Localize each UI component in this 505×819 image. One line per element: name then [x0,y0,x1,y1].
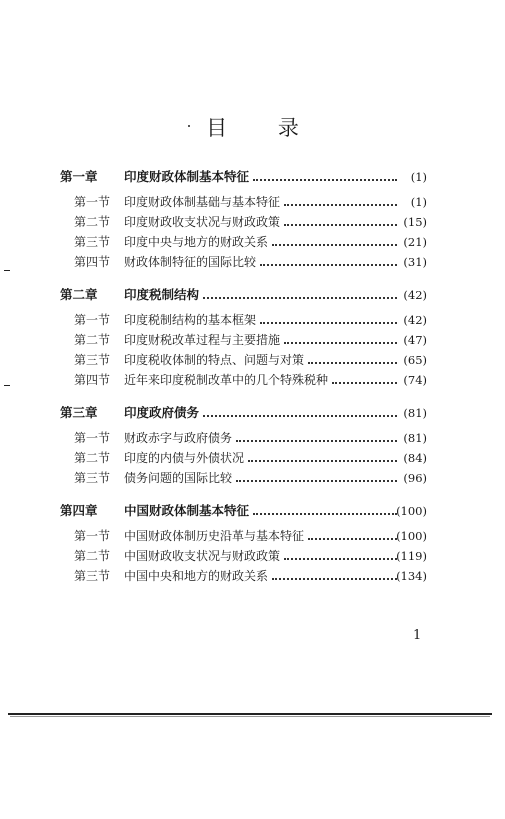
toc-chapter-row [0,167,505,187]
toc-section-row [0,428,505,448]
toc-section-row [0,448,505,468]
toc-entry-label: 第四节 [74,255,111,269]
toc-entry-text [124,428,397,448]
toc-entry-page: (100) [396,504,427,518]
toc-entry-page: (74) [403,373,427,387]
toc-entry-label: 第三节 [74,569,111,583]
toc-leader-dots [236,440,397,442]
toc-entry-page: (21) [403,235,427,249]
toc-entry-title: 中国财政收支状况与财政政策 [124,549,281,563]
toc-entry-text [124,350,397,370]
toc-leader-dots [260,264,397,266]
toc-entry-page: (15) [403,215,427,229]
toc-entry-text [124,252,397,272]
toc-leader-dots [260,322,397,324]
toc-entry-text [124,192,397,212]
toc-entry-label: 第二节 [74,215,111,229]
toc-entry-label: 第一节 [74,431,111,445]
page-number: 1 [413,628,422,643]
toc-entry-label: 第三节 [74,471,111,485]
toc-leader-dots [272,244,397,246]
toc-section-row [0,526,505,546]
table-of-contents [0,167,505,586]
toc-entry-label: 第三节 [74,235,111,249]
toc-section-row [0,252,505,272]
toc-entry-page: (81) [403,406,427,420]
toc-entry-text [124,212,397,232]
toc-entry-text [124,167,397,187]
toc-entry-label: 第三节 [74,353,111,367]
toc-entry-title: 印度财政收支状况与财政政策 [124,215,281,229]
bottom-rule [8,713,492,715]
toc-entry-text [124,370,397,390]
toc-entry-title: 中国中央和地方的财政关系 [124,569,269,583]
toc-section-row [0,468,505,488]
toc-entry-text [124,285,397,305]
toc-entry-label: 第四章 [60,503,98,518]
toc-entry-page: (42) [403,313,427,327]
toc-chapter-row [0,501,505,521]
toc-entry-page: (1) [410,170,427,184]
toc-section-row [0,330,505,350]
toc-entry-label: 第一章 [60,169,98,184]
toc-gap [0,390,505,403]
toc-entry-title: 印度财政体制基本特征 [124,169,250,184]
toc-entry-text [124,501,397,521]
toc-entry-label: 第三章 [60,405,98,420]
toc-entry-page: (100) [396,529,427,543]
toc-leader-dots [236,480,397,482]
toc-entry-title: 印度财政体制基础与基本特征 [124,195,281,209]
toc-entry-title: 中国财政体制历史沿革与基本特征 [124,529,305,543]
toc-leader-dots [253,513,397,515]
toc-entry-title: 财政体制特征的国际比较 [124,255,257,269]
toc-leader-dots [284,224,397,226]
toc-entry-label: 第一节 [74,529,111,543]
toc-section-row [0,310,505,330]
toc-section-row [0,232,505,252]
toc-section-row [0,370,505,390]
toc-leader-dots [248,460,397,462]
toc-chapter-row [0,403,505,423]
toc-entry-page: (47) [403,333,427,347]
toc-leader-dots [284,204,397,206]
toc-leader-dots [203,415,397,417]
toc-leader-dots [308,362,397,364]
toc-chapter-row [0,285,505,305]
page-title: 目 录 [206,116,321,140]
toc-entry-text [124,546,397,566]
toc-entry-page: (119) [396,549,427,563]
toc-leader-dots [253,179,397,181]
toc-section-row [0,212,505,232]
toc-gap [0,488,505,501]
toc-entry-title: 中国财政体制基本特征 [124,503,250,518]
toc-leader-dots [272,578,397,580]
toc-entry-text [124,526,397,546]
toc-entry-label: 第二节 [74,451,111,465]
toc-entry-text [124,232,397,252]
toc-section-row [0,546,505,566]
toc-entry-label: 第一节 [74,195,111,209]
toc-entry-page: (42) [403,288,427,302]
scan-mark-left-bottom [4,385,10,386]
scan-dot-title [188,125,190,127]
toc-entry-text [124,566,397,586]
toc-entry-title: 债务问题的国际比较 [124,471,233,485]
toc-entry-text [124,468,397,488]
toc-gap [0,272,505,285]
toc-entry-page: (96) [403,471,427,485]
toc-entry-page: (81) [403,431,427,445]
toc-section-row [0,350,505,370]
toc-leader-dots [332,382,397,384]
toc-entry-page: (84) [403,451,427,465]
toc-entry-text [124,330,397,350]
toc-leader-dots [284,342,397,344]
toc-leader-dots [203,297,397,299]
toc-entry-title: 印度税收体制的特点、问题与对策 [124,353,305,367]
toc-entry-label: 第一节 [74,313,111,327]
toc-entry-title: 印度税制结构 [124,287,200,302]
toc-section-row [0,192,505,212]
bottom-rule-shadow [10,716,490,717]
toc-entry-title: 印度政府债务 [124,405,200,420]
toc-entry-text [124,310,397,330]
toc-leader-dots [308,538,397,540]
toc-entry-title: 近年来印度税制改革中的几个特殊税种 [124,373,329,387]
toc-entry-label: 第四节 [74,373,111,387]
toc-entry-text [124,448,397,468]
toc-entry-title: 印度财税改革过程与主要措施 [124,333,281,347]
toc-entry-page: (134) [396,569,427,583]
toc-entry-title: 印度税制结构的基本框架 [124,313,257,327]
toc-entry-text [124,403,397,423]
toc-leader-dots [284,558,397,560]
toc-entry-title: 印度的内债与外债状况 [124,451,245,465]
toc-entry-label: 第二章 [60,287,98,302]
toc-entry-page: (65) [403,353,427,367]
toc-entry-page: (1) [410,195,427,209]
toc-entry-page: (31) [403,255,427,269]
toc-entry-label: 第二节 [74,549,111,563]
toc-entry-label: 第二节 [74,333,111,347]
scan-mark-left-top [4,270,10,271]
toc-section-row [0,566,505,586]
toc-entry-title: 财政赤字与政府债务 [124,431,233,445]
toc-entry-title: 印度中央与地方的财政关系 [124,235,269,249]
